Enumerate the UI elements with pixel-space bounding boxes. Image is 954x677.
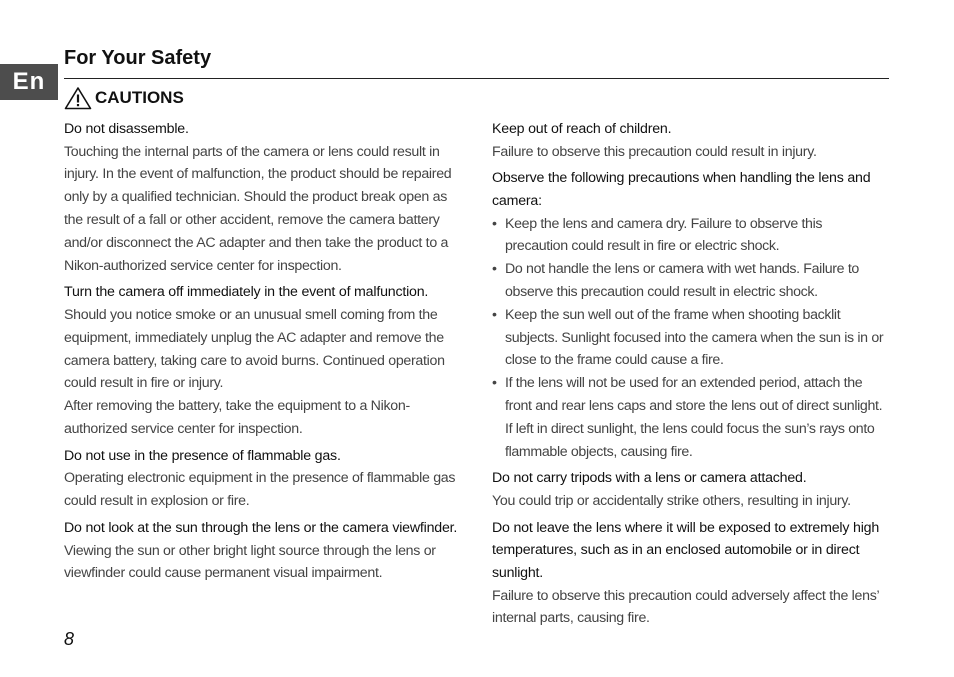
caution-body: Operating electronic equipment in the presence of flammable gas could result in explosion or fire. xyxy=(64,470,456,510)
caution-body: Failure to observe this precaution could result in injury. xyxy=(492,143,817,160)
caution-body: Viewing the sun or other bright light source through the lens or viewfinder could cause permanent visual impairment. xyxy=(64,542,436,582)
left-column xyxy=(64,118,459,589)
bullet-text: If the lens will not be used for an extended period, attach the front and rear lens caps and store the lens out of direct sunlight. If left in direct sunlight, the lens could focus the sun’s rays onto flammable objects, causing fire. xyxy=(505,375,883,460)
warning-triangle-icon xyxy=(64,86,92,110)
caution-heading: Do not disassemble. xyxy=(64,121,189,137)
handling-bullet-list xyxy=(492,213,887,464)
caution-high-temperature xyxy=(492,517,887,630)
caution-body: Failure to observe this precaution could adversely affect the lens’ internal parts, causing fire. xyxy=(492,587,879,627)
caution-heading: Do not look at the sun through the lens or the camera viewfinder. xyxy=(64,519,458,536)
caution-children xyxy=(492,118,887,163)
bullet-text: Keep the sun well out of the frame when shooting backlit subjects. Sunlight focused into the camera when the sun is in or close to the frame could cause a fire. xyxy=(505,306,884,369)
page-title: For Your Safety xyxy=(64,47,212,69)
caution-tripods xyxy=(492,467,887,512)
cautions-header xyxy=(64,86,184,110)
list-item: • If the lens will not be used for an extended period, attach the front and rear lens caps and store the lens out of direct sunlight. If left in direct sunlight, the lens could focus the sun’s rays onto flammable objects, causing fire. xyxy=(492,375,883,460)
caution-body: Touching the internal parts of the camera or lens could result in injury. In the event of malfunction, the product should be repaired only by a qualified technician. Should the product break open as the result of a fall or other accident, remove the camera battery and/or disconnect the AC adapter and then take the product to a Nikon-authorized service center for inspection. xyxy=(64,143,452,274)
cautions-label: CAUTIONS xyxy=(95,88,184,107)
caution-heading: Do not leave the lens where it will be exposed to extremely high temperatures, such as in an enclosed automobile or in direct sunlight. xyxy=(492,519,880,581)
caution-disassemble xyxy=(64,118,459,277)
list-item: • Do not handle the lens or camera with wet hands. Failure to observe this precaution could result in electric shock. xyxy=(492,261,859,300)
caution-heading: Observe the following precautions when handling the lens and camera: xyxy=(492,170,871,209)
caution-body: You could trip or accidentally strike others, resulting in injury. xyxy=(492,492,851,509)
caution-heading: Keep out of reach of children. xyxy=(492,121,672,137)
caution-heading: Turn the camera off immediately in the event of malfunction. xyxy=(64,284,429,301)
caution-heading: Do not carry tripods with a lens or camera attached. xyxy=(492,470,807,487)
caution-handling xyxy=(492,167,887,463)
bullet-text: Keep the lens and camera dry. Failure to observe this precaution could result in fire or electric shock. xyxy=(505,215,823,255)
bullet-text: Do not handle the lens or camera with wet hands. Failure to observe this precaution could result in electric shock. xyxy=(505,261,859,300)
caution-flammable-gas xyxy=(64,445,459,513)
title-divider xyxy=(64,78,889,79)
caution-body-continued: After removing the battery, take the equipment to a Nikon-authorized service center for inspection. xyxy=(64,398,410,437)
caution-malfunction xyxy=(64,281,459,440)
right-column xyxy=(492,118,887,634)
page-number: 8 xyxy=(64,629,75,649)
language-tab: En xyxy=(0,64,58,100)
list-item: • Keep the sun well out of the frame when shooting backlit subjects. Sunlight focused into the camera when the sun is in or close to the frame could cause a fire. xyxy=(492,306,884,369)
caution-body: Should you notice smoke or an unusual smell coming from the equipment, immediately unplug the AC adapter and remove the camera battery, taking care to avoid burns. Continued operation could result in fire or injury. xyxy=(64,306,445,392)
caution-sun-viewfinder xyxy=(64,517,459,585)
list-item: • Keep the lens and camera dry. Failure to observe this precaution could result in fire or electric shock. xyxy=(492,215,823,255)
caution-heading: Do not use in the presence of flammable gas. xyxy=(64,447,341,464)
